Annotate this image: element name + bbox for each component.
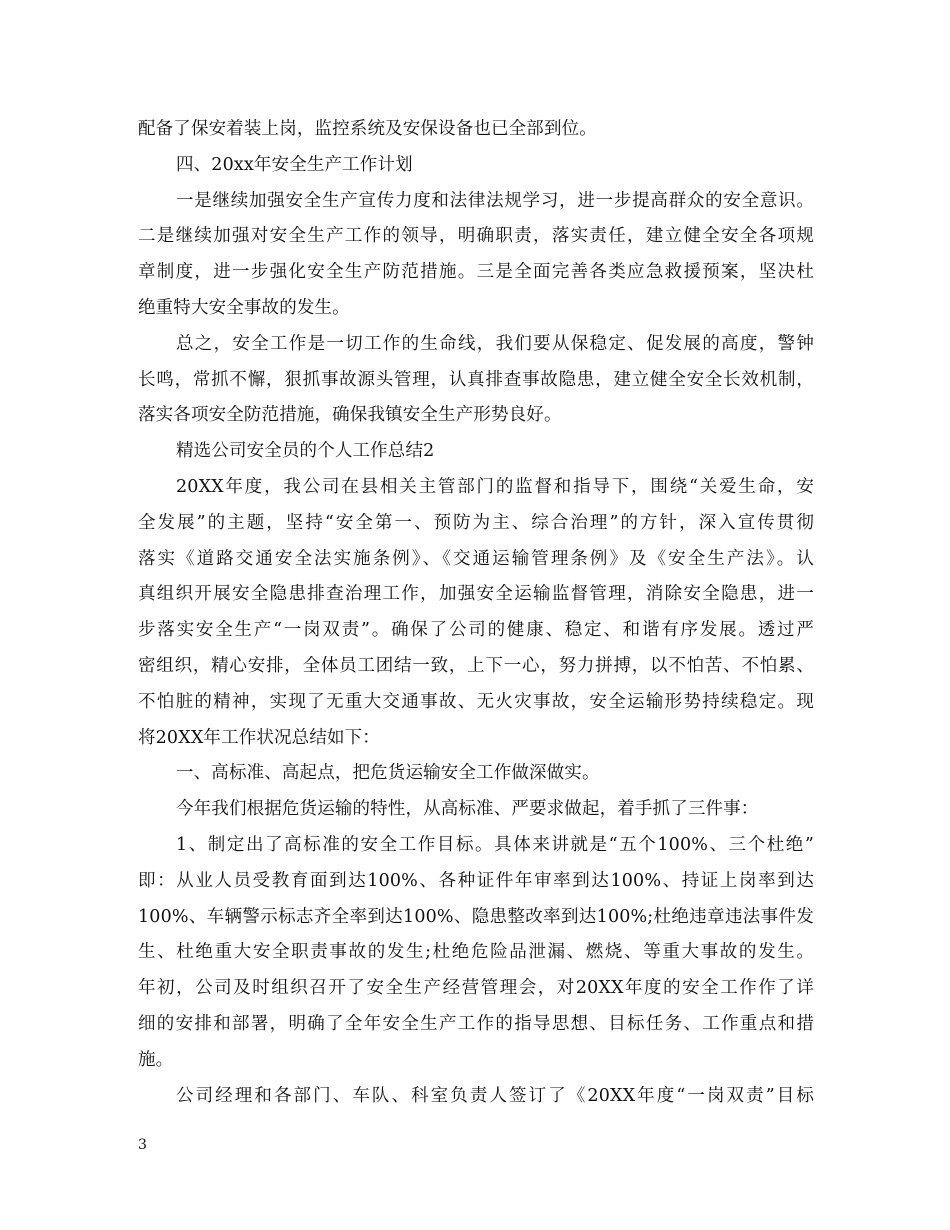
text-line: 配备了保安着装上岗，监控系统及安保设备也已全部到位。 [138, 119, 597, 139]
text-line: 绝重特大安全事故的发生。 [138, 297, 350, 318]
text-line: 将20XX年工作状况总结如下： [138, 727, 380, 748]
text-line: 生、杜绝重大安全职责事故的发生;杜绝危险品泄漏、燃烧、等重大事故的发生。 [138, 942, 814, 963]
text-line: 总之，安全工作是一切工作的生命线，我们要从保稳定、促发展的高度，警钟 [176, 333, 814, 354]
document-body [138, 112, 814, 1114]
text-line: 即：从业人员受教育面到达100%、各种证件年审率到达100%、持证上岗率到达 [138, 870, 814, 891]
text-line: 真组织开展安全隐患排查治理工作，加强安全运输监督管理，消除安全隐患，进一 [138, 584, 814, 605]
text-line: 二是继续加强对安全生产工作的领导，明确职责，落实责任，建立健全安全各项规 [138, 226, 814, 247]
text-line: 公司经理和各部门、车队、科室负责人签订了《20XX年度“一岗双责”目标 [176, 1085, 814, 1106]
text-line: 年初，公司及时组织召开了安全生产经营管理会，对20XX年度的安全工作作了详 [138, 978, 814, 999]
text-line: 四、20xx年安全生产工作计划 [176, 154, 413, 175]
text-line: 精选公司安全员的个人工作总结2 [176, 441, 435, 462]
text-line: 不怕脏的精神，实现了无重大交通事故、无火灾事故，安全运输形势持续稳定。现 [138, 691, 814, 712]
text-line: 100%、车辆警示标志齐全率到达100%、隐患整改率到达100%;杜绝违章违法事件发 [138, 906, 814, 927]
text-line: 长鸣，常抓不懈，狠抓事故源头管理，认真排查事故隐患，建立健全安全长效机制， [138, 369, 814, 390]
text-line: 步落实安全生产“一岗双责”。确保了公司的健康、稳定、和谐有序发展。透过严 [138, 620, 814, 641]
text-line: 细的安排和部署，明确了全年安全生产工作的指导思想、目标任务、工作重点和措 [138, 1013, 814, 1034]
text-line: 施。 [138, 1049, 174, 1070]
text-line: 一、高标准、高起点，把危货运输安全工作做深做实。 [176, 763, 600, 784]
text-line: 一是继续加强安全生产宣传力度和法律法规学习，进一步提高群众的安全意识。 [176, 190, 814, 211]
text-line: 全发展”的主题，坚持“安全第一、预防为主、综合治理”的方针，深入宣传贯彻 [138, 512, 814, 533]
text-line: 落实《道路交通安全法实施条例》、《交通运输管理条例》及《安全生产法》。认 [138, 548, 814, 569]
text-line: 20XX年度，我公司在县相关主管部门的监督和指导下，围绕“关爱生命，安 [176, 476, 814, 497]
text-line: 落实各项安全防范措施，确保我镇安全生产形势良好。 [138, 405, 562, 426]
text-line: 章制度，进一步强化安全生产防范措施。三是全面完善各类应急救援预案，坚决杜 [138, 262, 814, 283]
text-line: 密组织，精心安排，全体员工团结一致，上下一心，努力拼搏，以不怕苦、不怕累、 [138, 655, 814, 676]
page-number: 3 [138, 1137, 147, 1153]
text-line: 今年我们根据危货运输的特性，从高标准、严要求做起，着手抓了三件事： [176, 799, 759, 820]
text-line: 1、制定出了高标准的安全工作目标。具体来讲就是“五个100%、三个杜绝” [176, 834, 814, 855]
